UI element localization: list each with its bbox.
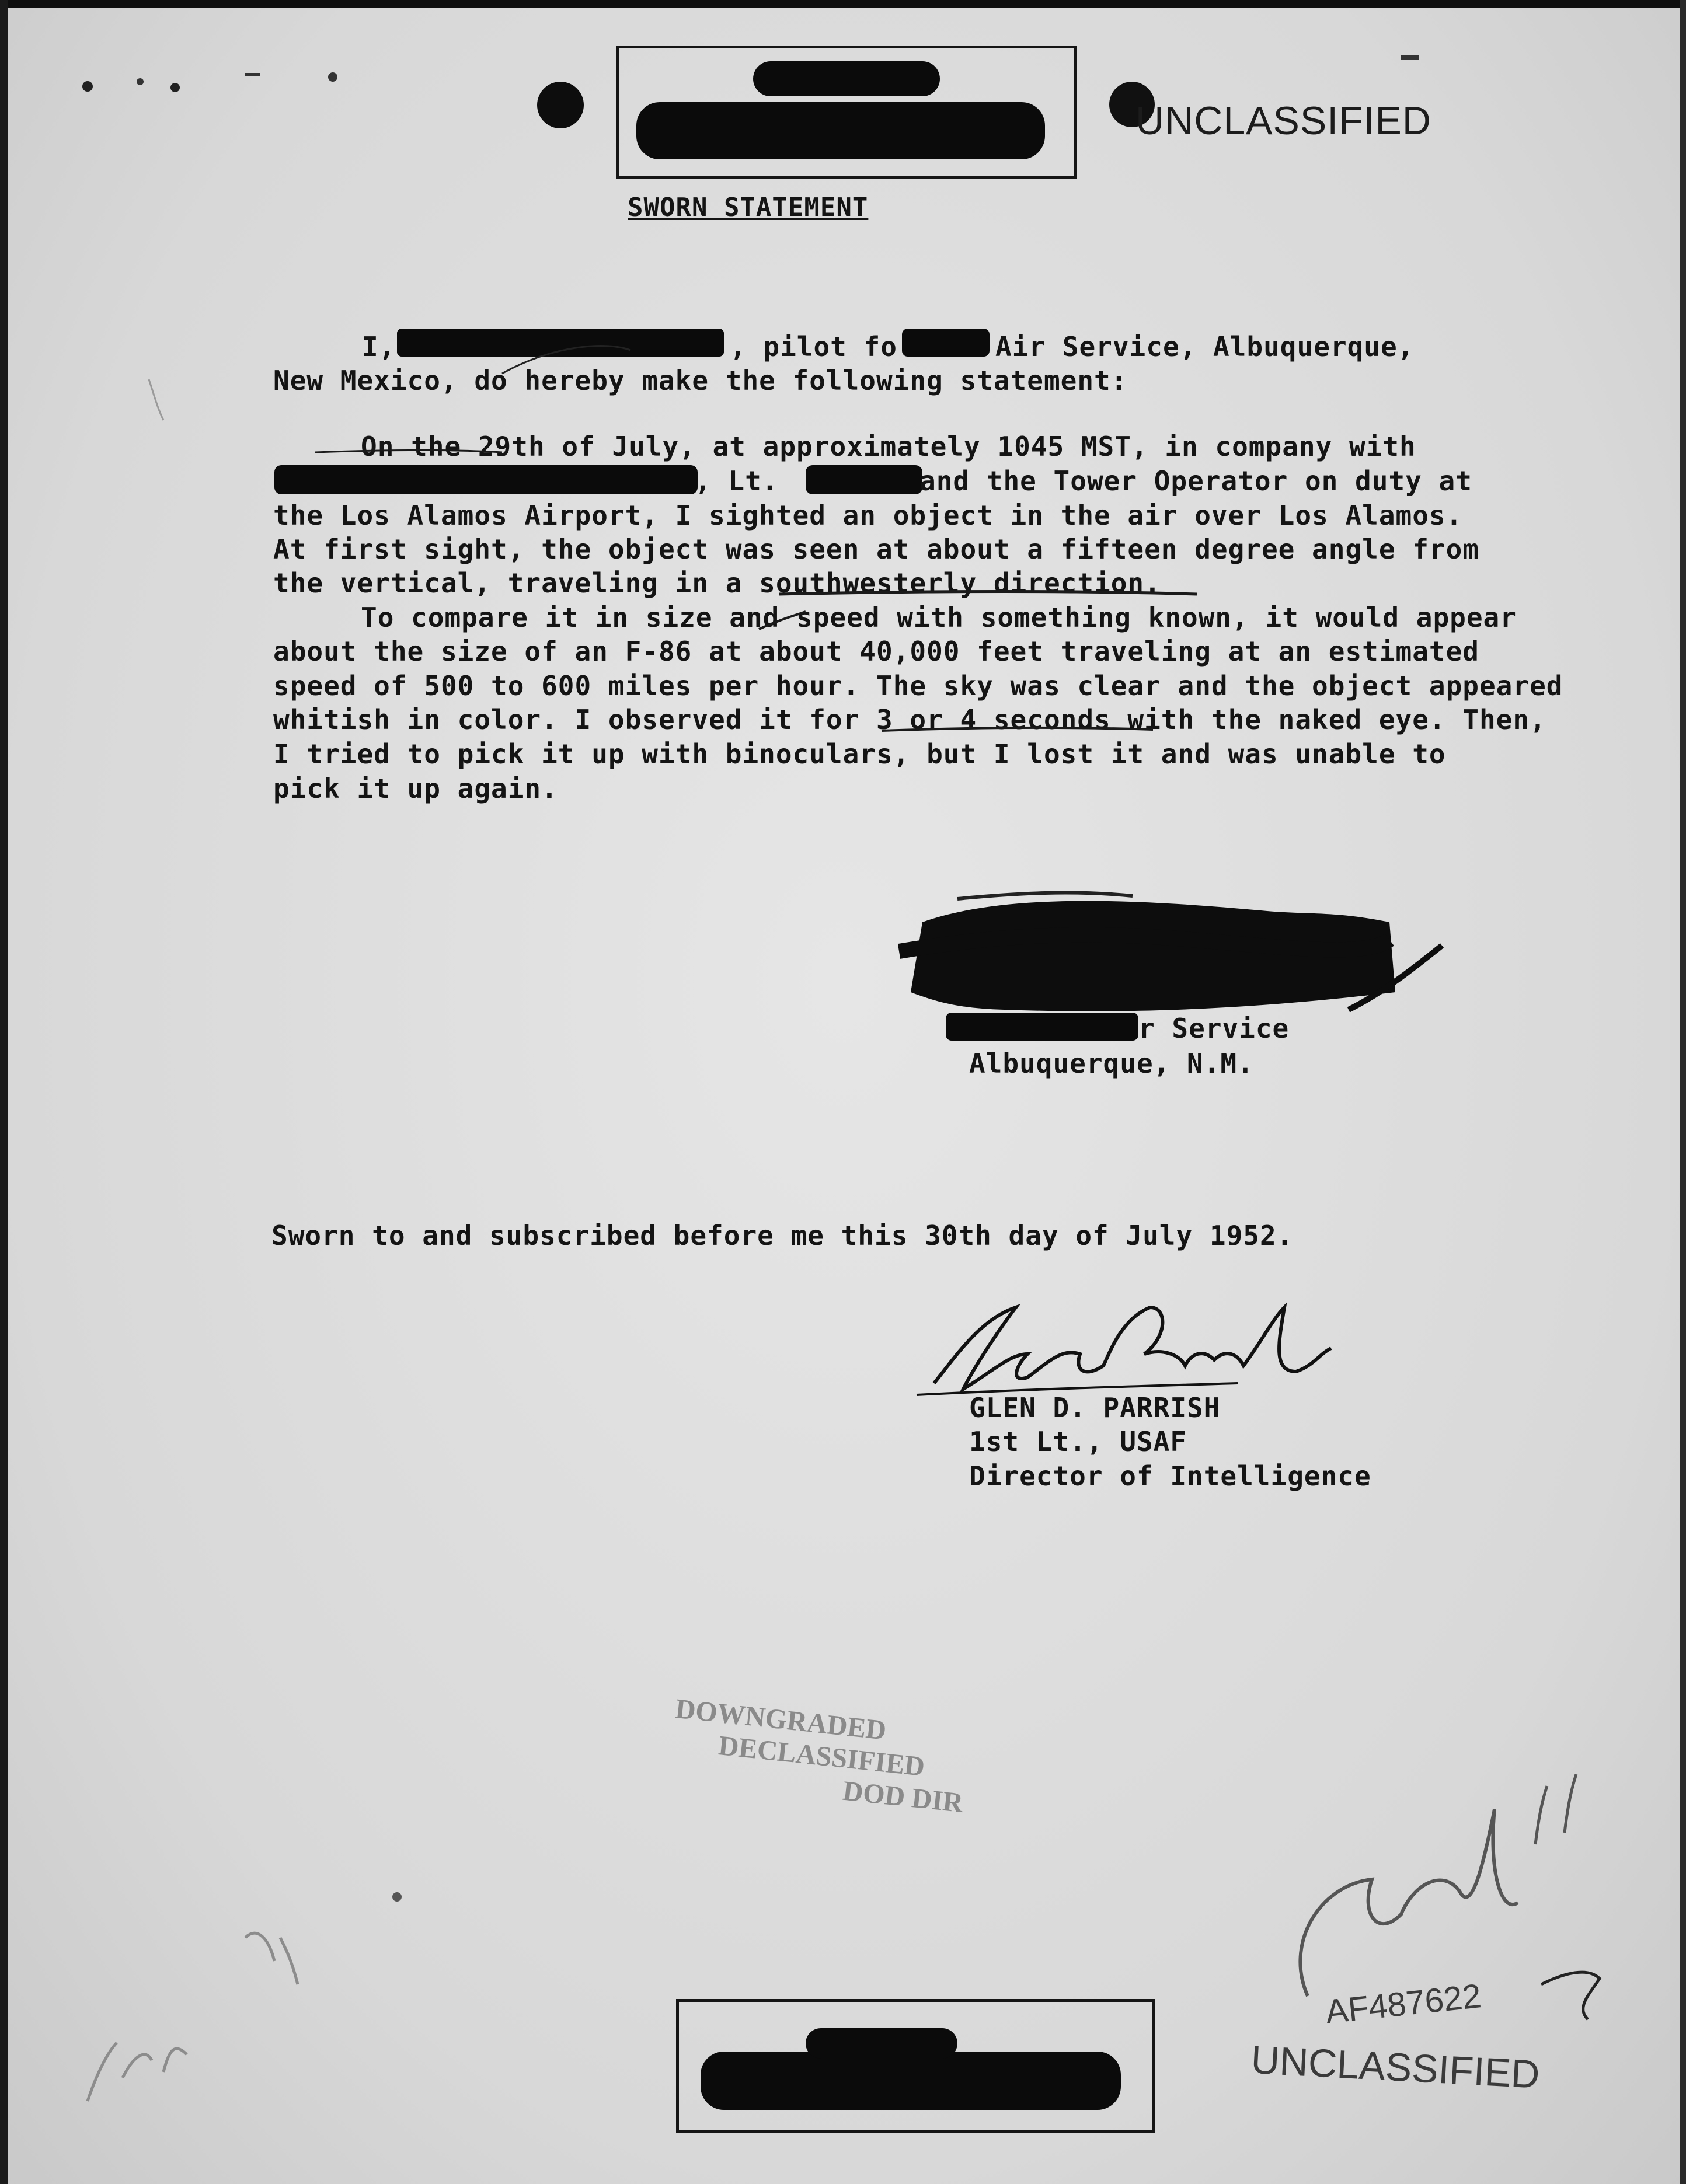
text-line-4a: , Lt. bbox=[695, 465, 779, 497]
text-line-1c: Air Service, Albuquerque, bbox=[995, 331, 1415, 362]
text-line-1a: I, bbox=[362, 331, 396, 362]
text-line-10: speed of 500 to 600 miles per hour. The sky was clear and the object appeared bbox=[273, 670, 1563, 702]
classification-stamp-top: UNCLASSIFIED bbox=[1135, 99, 1431, 143]
downgrade-stamp-line-2: DECLASSIFIED bbox=[717, 1730, 926, 1782]
redaction-service-name bbox=[946, 1013, 1138, 1041]
text-line-7: the vertical, traveling in a southwesterly direction. bbox=[273, 567, 1161, 599]
text-line-2: New Mexico, do hereby make the following statement: bbox=[273, 365, 1128, 396]
downgrade-stamp-line-1: DOWNGRADED bbox=[674, 1693, 888, 1746]
text-line-6: At first sight, the object was seen at about a fifteen degree angle from bbox=[273, 533, 1479, 565]
bottom-redaction-upper bbox=[806, 2028, 957, 2059]
file-number-stamp: AF487622 bbox=[1323, 1977, 1483, 2031]
classification-stamp-bottom: UNCLASSIFIED bbox=[1249, 2037, 1541, 2097]
officer-name: GLEN D. PARRISH bbox=[969, 1392, 1221, 1424]
text-line-4b: and the Tower Operator on duty at bbox=[919, 465, 1472, 497]
page-title: SWORN STATEMENT bbox=[628, 193, 869, 222]
officer-rank: 1st Lt., USAF bbox=[969, 1426, 1187, 1457]
signatory-line-1: r Service bbox=[1138, 1013, 1290, 1044]
text-line-1b: , pilot fo bbox=[730, 331, 897, 362]
sworn-line: Sworn to and subscribed before me this 30th day of July 1952. bbox=[271, 1220, 1294, 1251]
text-line-9: about the size of an F-86 at about 40,000 feet traveling at an estimated bbox=[273, 636, 1479, 667]
hand-underlines bbox=[0, 0, 1686, 817]
text-line-8: To compare it in size and speed with something known, it would appear bbox=[361, 602, 1517, 633]
text-line-3: On the 29th of July, at approximately 1045 MST, in company with bbox=[361, 431, 1416, 462]
downgrade-stamp-line-3: DOD DIR bbox=[841, 1775, 965, 1819]
text-line-5: the Los Alamos Airport, I sighted an object in the air over Los Alamos. bbox=[273, 500, 1463, 531]
text-line-11: whitish in color. I observed it for 3 or 4 seconds with the naked eye. Then, bbox=[273, 704, 1546, 735]
bottom-redaction bbox=[701, 2052, 1121, 2110]
officer-title: Director of Intelligence bbox=[969, 1460, 1371, 1492]
signatory-line-2: Albuquerque, N.M. bbox=[969, 1048, 1254, 1079]
text-line-13: pick it up again. bbox=[273, 773, 558, 804]
text-line-12: I tried to pick it up with binoculars, but I lost it and was unable to bbox=[273, 738, 1446, 770]
